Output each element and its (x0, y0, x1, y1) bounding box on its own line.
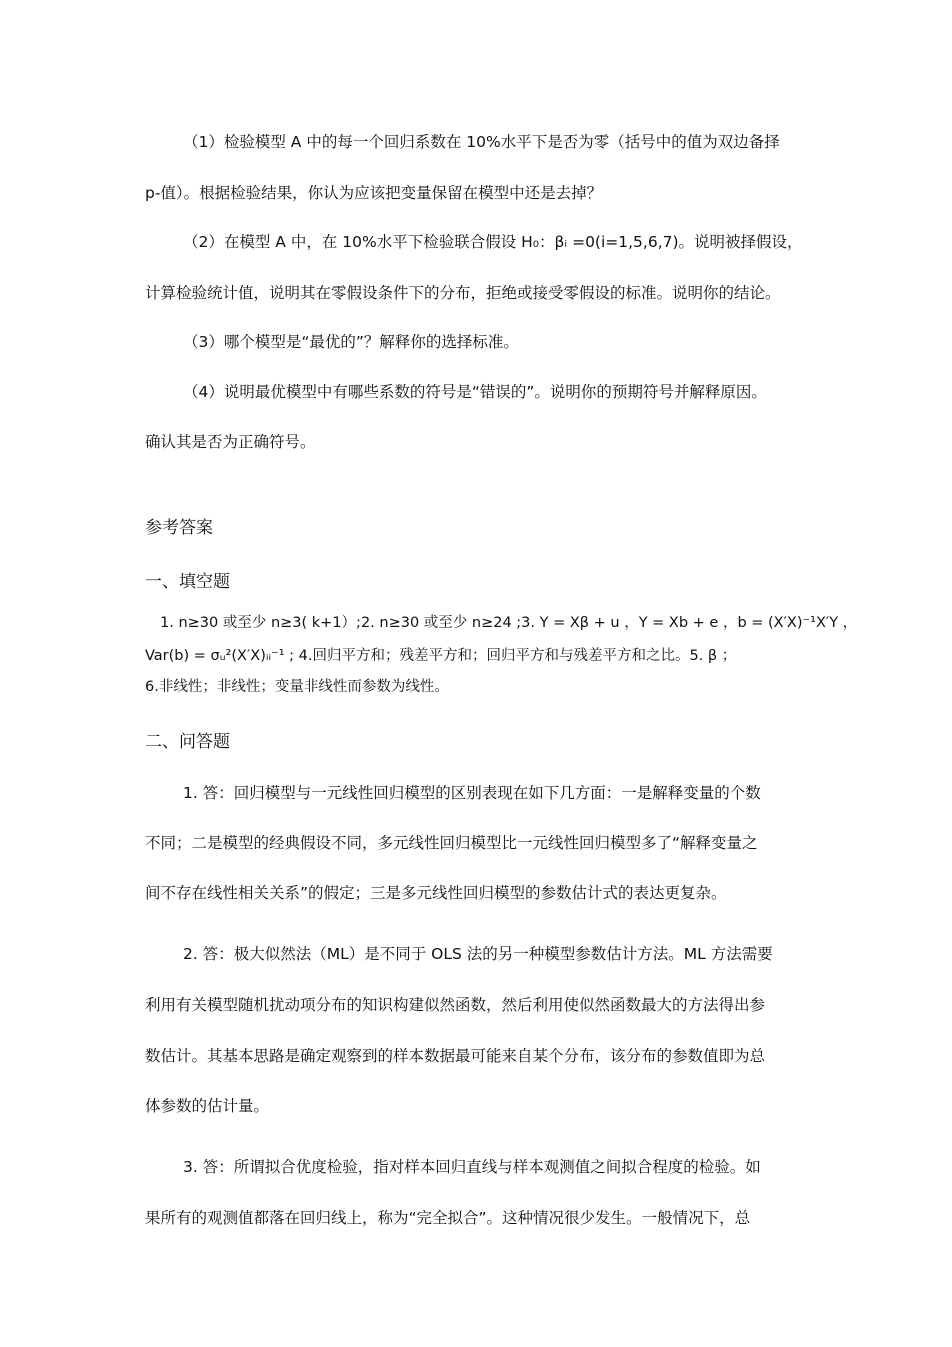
answer-1-line-1: 1. 答：回归模型与一元线性回归模型的区别表现在如下几方面：一是解释变量的个数 (183, 784, 761, 802)
answer-1-line-3: 间不存在线性相关关系”的假定；三是多元线性回归模型的参数估计式的表达更复杂。 (145, 884, 727, 902)
answer-2-line-4: 体参数的估计量。 (145, 1097, 270, 1115)
fill-answer-line-3: 6.非线性；非线性；变量非线性而参数为线性。 (145, 679, 449, 695)
question-4-line-2: 确认其是否为正确符号。 (145, 433, 316, 451)
answer-2-line-1: 2. 答：极大似然法（ML）是不同于 OLS 法的另一种模型参数估计方法。ML 方法需要 (183, 945, 773, 963)
section-1-title: 一、填空题 (145, 572, 230, 592)
fill-answer-line-1: 1. n≥30 或至少 n≥3( k+1）;2. n≥30 或至少 n≥24 ;3. Y = Xβ + u ，Y = Xb + e ，b = (X′X)⁻¹X′Y ， (160, 615, 858, 631)
answer-1-line-2: 不同；二是模型的经典假设不同，多元线性回归模型比一元线性回归模型多了“解释变量之 (145, 834, 758, 852)
answers-title: 参考答案 (145, 518, 213, 538)
question-3: （3）哪个模型是“最优的”？解释你的选择标准。 (183, 333, 519, 351)
answer-2-line-2: 利用有关模型随机扰动项分布的知识构建似然函数，然后利用使似然函数最大的方法得出参 (145, 996, 766, 1014)
fill-answer-line-2: Var(b) = σᵤ²(X′X)ᵢᵢ⁻¹ ; 4.回归平方和；残差平方和；回归平方和与残差平方和之比。5. β ； (145, 648, 737, 664)
answer-3-line-1: 3. 答：所谓拟合优度检验，指对样本回归直线与样本观测值之间拟合程度的检验。如 (183, 1158, 761, 1176)
answer-2-line-3: 数估计。其基本思路是确定观察到的样本数据最可能来自某个分布，该分布的参数值即为总 (145, 1047, 766, 1065)
question-4-line-1: （4）说明最优模型中有哪些系数的符号是“错误的”。说明你的预期符号并解释原因。 (183, 383, 767, 401)
question-2-line-1: （2）在模型 A 中，在 10%水平下检验联合假设 H₀：βᵢ =0(i=1,5,6,7)。说明被择假设， (183, 233, 803, 251)
question-1-line-2: p-值）。根据检验结果，你认为应该把变量保留在模型中还是去掉？ (145, 184, 603, 202)
question-1-line-1: （1）检验模型 A 中的每一个回归系数在 10%水平下是否为零（括号中的值为双边备择 (183, 133, 780, 151)
section-2-title: 二、问答题 (145, 732, 230, 752)
answer-3-line-2: 果所有的观测值都落在回归线上，称为“完全拟合”。这种情况很少发生。一般情况下，总 (145, 1209, 751, 1227)
question-2-line-2: 计算检验统计值，说明其在零假设条件下的分布，拒绝或接受零假设的标准。说明你的结论。 (145, 284, 781, 302)
